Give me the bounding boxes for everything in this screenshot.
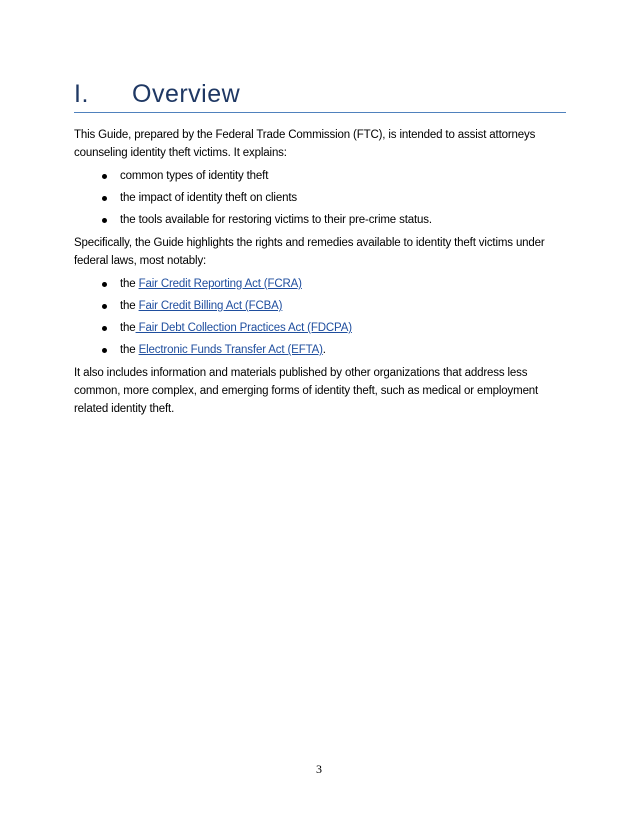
laws-list: [74, 275, 566, 359]
list-item: [102, 189, 566, 207]
list-item-prefix: the: [120, 278, 139, 290]
section-title: Overview: [132, 80, 241, 108]
page-number: 3: [316, 762, 322, 776]
bullet-icon: [102, 196, 107, 201]
intro-paragraph: This Guide, prepared by the Federal Trade Commission (FTC), is intended to assist attorneys counseling identity theft victims. It explains:: [74, 129, 536, 159]
list-item-prefix: the: [120, 344, 139, 356]
specifically-paragraph: Specifically, the Guide highlights the rights and remedies available to identity theft victims under federal laws, most notably:: [74, 237, 545, 267]
bullet-icon: [102, 174, 107, 179]
list-item: [102, 275, 566, 293]
fdcpa-link[interactable]: Fair Debt Collection Practices Act (FDCPA): [135, 322, 352, 334]
list-item: [102, 341, 566, 359]
section-number: I.: [74, 80, 89, 108]
list-item-prefix: the: [120, 322, 136, 334]
list-item: [102, 167, 566, 185]
bullet-icon: [102, 218, 107, 223]
bullet-icon: [102, 304, 107, 309]
section-heading: [74, 78, 566, 110]
section-body: [74, 126, 566, 422]
bullet-icon: [102, 348, 107, 353]
list-item-text: common types of identity theft: [120, 170, 269, 182]
list-item: [102, 211, 566, 229]
list-item-prefix: the: [120, 300, 139, 312]
list-item: [102, 297, 566, 315]
bullet-icon: [102, 282, 107, 287]
list-item-text: the tools available for restoring victims to their pre-crime status.: [120, 214, 432, 226]
list-item: [102, 319, 566, 337]
explains-list: [74, 167, 566, 229]
list-item-text: the impact of identity theft on clients: [120, 192, 297, 204]
efta-link[interactable]: Electronic Funds Transfer Act (EFTA): [138, 344, 323, 356]
fcba-link[interactable]: Fair Credit Billing Act (FCBA): [138, 300, 283, 312]
closing-paragraph: It also includes information and materials published by other organizations that address less common, more complex, and emerging forms of identity theft, such as medical or employment related identity theft.: [74, 367, 539, 415]
fcra-link[interactable]: Fair Credit Reporting Act (FCRA): [138, 278, 302, 290]
bullet-icon: [102, 326, 107, 331]
list-item-suffix: .: [322, 344, 326, 356]
heading-underline: [74, 112, 566, 113]
